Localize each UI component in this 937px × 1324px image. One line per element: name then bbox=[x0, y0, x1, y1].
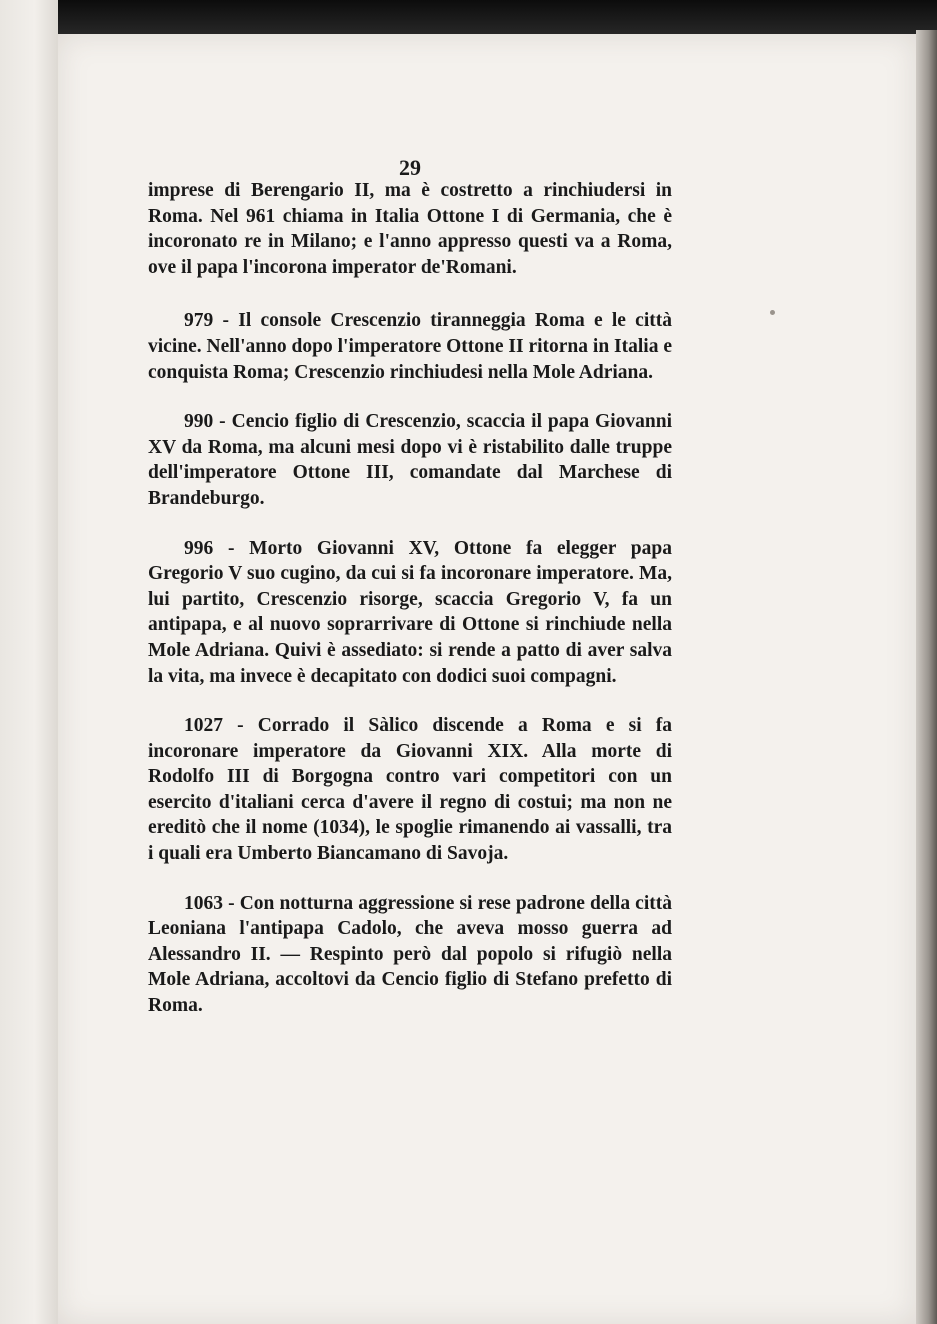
paragraph-1027: 1027 - Corrado il Sàlico discende a Roma e si fa incoronare imperatore da Giovanni XIX. Alla morte di Rodolfo III di Borgogna contro vari competitori con un esercito d'italiani cerca d'avere il regno di costui; ma non ne ereditò che il nome (1034), le spoglie rimanendo ai vassalli, tra i quali era Umberto Biancamano di Savoja. bbox=[148, 715, 672, 865]
paragraph-996: 996 - Morto Giovanni XV, Ottone fa elegger papa Gregorio V suo cugino, da cui si fa incoronare imperatore. Ma, lui partito, Crescenzio risorge, scaccia Gregorio V, fa un antipapa, e al nuovo soprarrivare di Ottone si rinchiude nella Mole Adriana. Quivi è assediato: si rende a patto di aver salva la vita, ma invece è decapitato con dodici suoi compagni. bbox=[148, 537, 672, 687]
page-body bbox=[148, 178, 672, 1043]
page-right-border bbox=[916, 30, 937, 1324]
paragraph-continuation: imprese di Berengario II, ma è costretto a rinchiudersi in Roma. Nel 961 chiama in Italia Ottone I di Germania, che è incoronato re in Milano; e l'anno appresso questi va a Roma, ove il papa l'incorona imperator de'Romani. bbox=[148, 180, 672, 278]
paragraph-979: 979 - Il console Crescenzio tiranneggia Roma e le città vicine. Nell'anno dopo l'imperatore Ottone II ritorna in Italia e conquista Roma; Crescenzio rinchiudesi nella Mole Adriana. bbox=[148, 310, 672, 383]
paragraph-990: 990 - Cencio figlio di Crescenzio, scaccia il papa Giovanni XV da Roma, ma alcuni mesi dopo vi è ristabilito dalle truppe dell'imperatore Ottone III, comandate dal Marchese di Brandeburgo. bbox=[148, 411, 672, 509]
page-number: 29 bbox=[399, 155, 421, 180]
adjacent-page-edge bbox=[0, 0, 58, 1324]
paragraph-1063: 1063 - Con notturna aggressione si rese padrone della città Leoniana l'antipapa Cadolo, che aveva mosso guerra ad Alessandro II. — Respinto però dal popolo si rifugiò nella Mole Adriana, accoltovi da Cencio figlio di Stefano prefetto di Roma. bbox=[148, 892, 672, 1017]
paper-speck bbox=[770, 310, 775, 315]
